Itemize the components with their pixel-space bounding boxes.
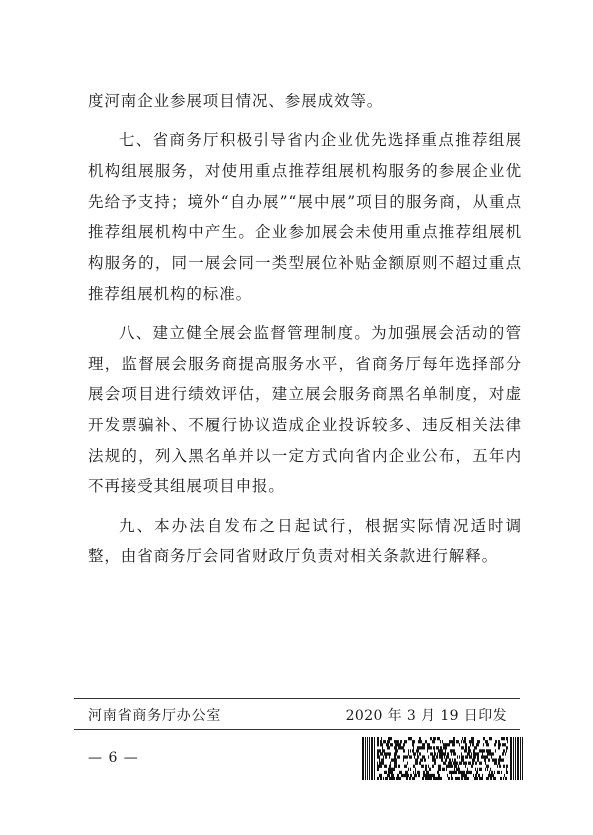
paragraph-continuation: 度河南企业参展项目情况、参展成效等。 bbox=[88, 92, 384, 110]
document-body bbox=[88, 86, 522, 572]
footer-top-rule bbox=[74, 698, 520, 699]
paragraph-nine: 九、本办法自发布之日起试行，根据实际情况适时调整，由省商务厅会同省财政厅负责对相关条款进行解释。 bbox=[88, 516, 522, 566]
paragraph-seven: 七、省商务厅积极引导省内企业优先选择重点推荐组展机构组展服务，对使用重点推荐组展机构服务的参展企业优先给予支持；境外“自办展”“展中展”项目的服务商，从重点推荐组展机构中产生。企业参加展会未使用重点推荐组展机构服务的，同一展会同一类型展位补贴金额原则不超过重点推荐组展机构的标准。 bbox=[88, 131, 522, 303]
barcode-icon bbox=[362, 737, 523, 780]
footer-bottom-rule bbox=[74, 729, 520, 730]
issuer-name: 河南省商务厅办公室 bbox=[88, 708, 222, 724]
issue-date: 2020 年 3 月 19 日印发 bbox=[345, 708, 507, 724]
paragraph-eight: 八、建立健全展会监督管理制度。为加强展会活动的管理，监督展会服务商提高服务水平，省商务厅每年选择部分展会项目进行绩效评估，建立展会服务商黑名单制度，对虚开发票骗补、不履行协议造成企业投诉较多、违反相关法律法规的，列入黑名单并以一定方式向省内企业公布，五年内不再接受其组展项目申报。 bbox=[88, 323, 522, 496]
page-number: — 6 — bbox=[88, 750, 139, 766]
